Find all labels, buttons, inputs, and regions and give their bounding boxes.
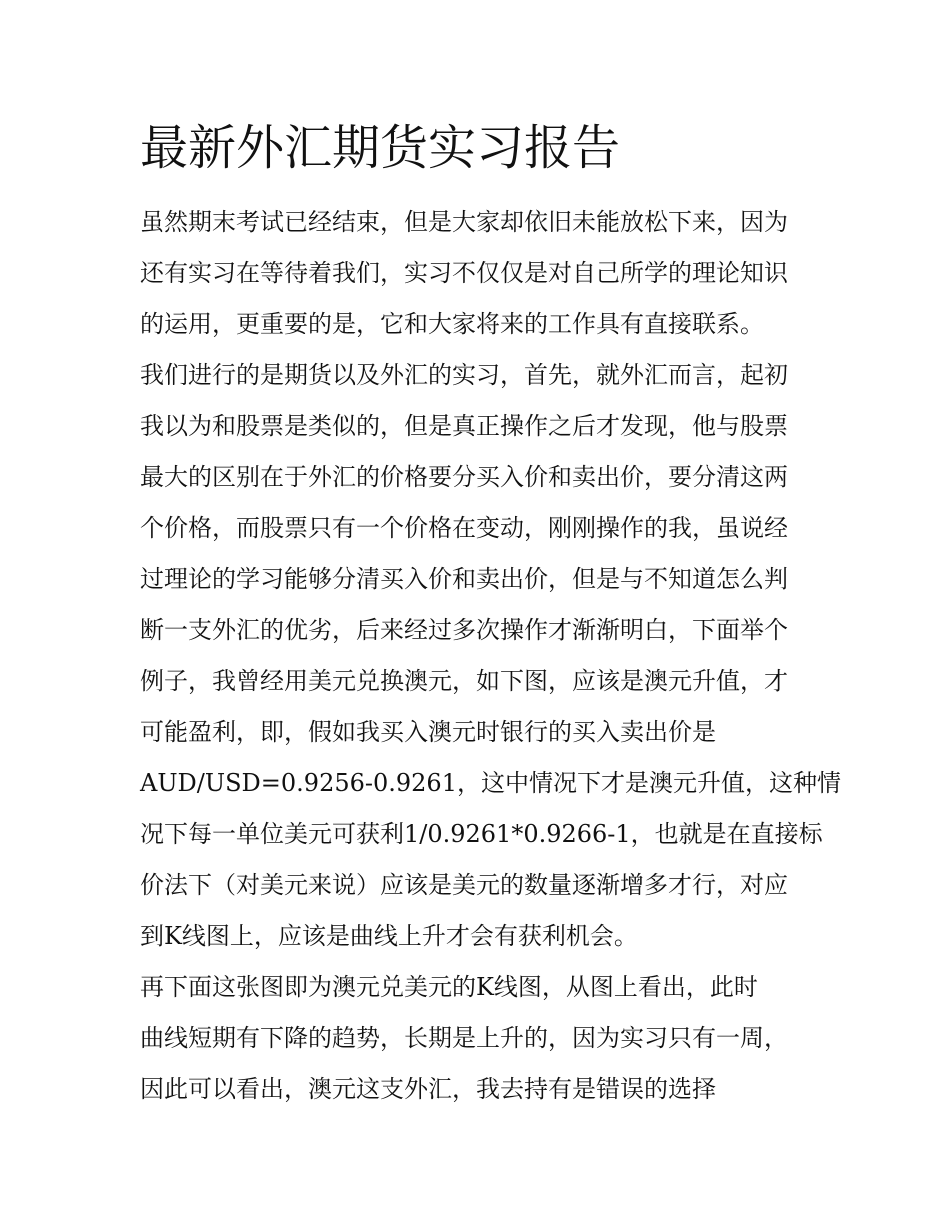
paragraph-line: 的运用，更重要的是，它和大家将来的工作具有直接联系。 bbox=[140, 310, 764, 338]
paragraph-line: 个价格，而股票只有一个价格在变动，刚刚操作的我，虽说经 bbox=[140, 514, 788, 542]
paragraph-line: 我以为和股票是类似的，但是真正操作之后才发现，他与股票 bbox=[140, 412, 788, 440]
paragraph-line: 过理论的学习能够分清买入价和卖出价，但是与不知道怎么判 bbox=[140, 565, 788, 593]
paragraph-line: 因此可以看出，澳元这支外汇，我去持有是错误的选择 bbox=[140, 1075, 716, 1103]
paragraph-line: 到K线图上，应该是曲线上升才会有获利机会。 bbox=[140, 922, 638, 950]
paragraph-line: 我们进行的是期货以及外汇的实习，首先，就外汇而言，起初 bbox=[140, 361, 788, 389]
paragraph-line: 例子，我曾经用美元兑换澳元，如下图，应该是澳元升值，才 bbox=[140, 667, 788, 695]
paragraph-line: 还有实习在等待着我们，实习不仅仅是对自己所学的理论知识 bbox=[140, 259, 788, 287]
paragraph-line: 曲线短期有下降的趋势，长期是上升的，因为实习只有一周， bbox=[140, 1024, 788, 1052]
paragraph-line: 况下每一单位美元可获利1/0.9261*0.9266-1，也就是在直接标 bbox=[140, 820, 823, 848]
paragraph-line: 最大的区别在于外汇的价格要分买入价和卖出价，要分清这两 bbox=[140, 463, 788, 491]
paragraph-line: 虽然期末考试已经结束，但是大家却依旧未能放松下来，因为 bbox=[140, 208, 788, 236]
paragraph-line: 可能盈利，即，假如我买入澳元时银行的买入卖出价是 bbox=[140, 718, 716, 746]
document-title: 最新外汇期货实习报告 bbox=[140, 120, 621, 176]
paragraph-line: AUD/USD=0.9256-0.9261，这中情况下才是澳元升值，这种情 bbox=[140, 769, 841, 797]
paragraph-line: 价法下（对美元来说）应该是美元的数量逐渐增多才行，对应 bbox=[140, 871, 788, 899]
paragraph-line: 断一支外汇的优劣，后来经过多次操作才渐渐明白，下面举个 bbox=[140, 616, 788, 644]
paragraph-line: 再下面这张图即为澳元兑美元的K线图，从图上看出，此时 bbox=[140, 973, 758, 1001]
